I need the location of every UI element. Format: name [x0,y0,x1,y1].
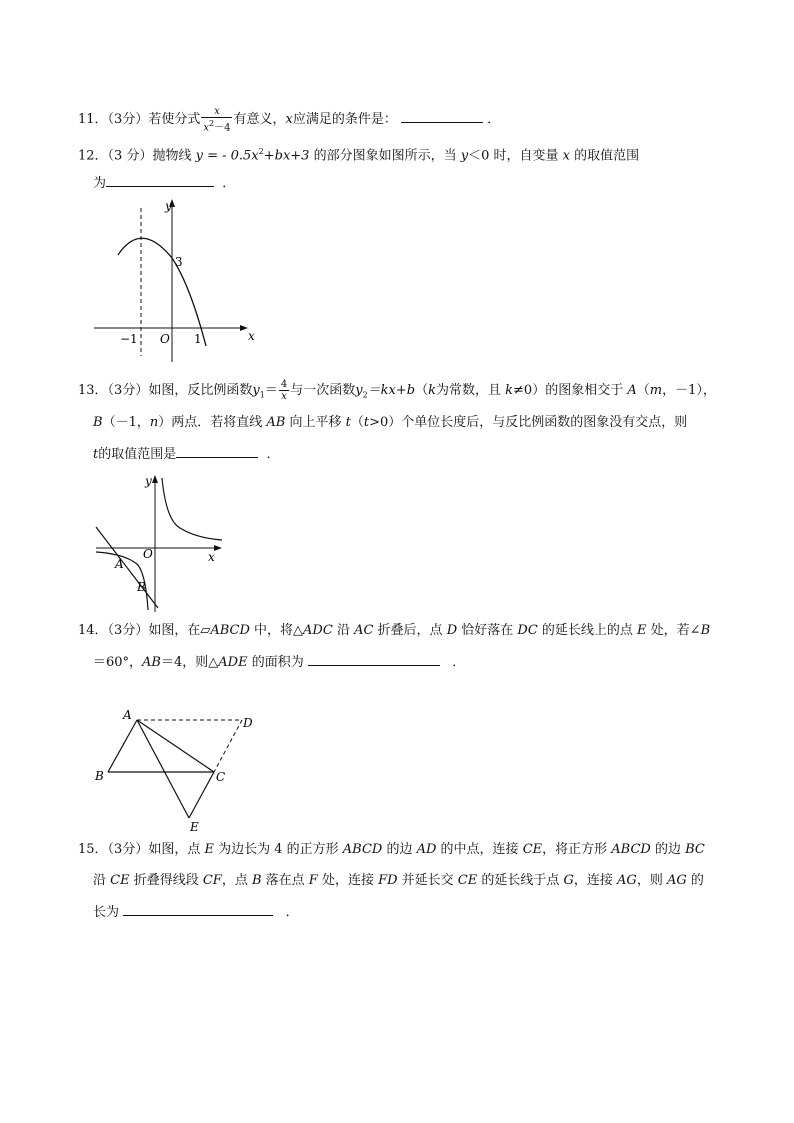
question-score: （3分） [107,112,149,128]
segment-bc: BC [685,842,705,857]
question-15 [78,841,705,859]
question-text: 沿 [93,873,111,888]
var-x: x [285,112,293,128]
segment-dc: DC [517,623,538,638]
q13-y-axis-arrow [152,475,158,483]
var-n: n [149,415,159,430]
question-text: （ [350,415,364,430]
answer-blank[interactable] [123,903,273,916]
question-number: 12． [78,148,108,164]
axis-label-y: y [165,199,172,213]
x-axis-arrow [240,325,248,331]
question-end: ． [487,112,501,128]
parabola-curve [118,238,206,346]
question-13-line3 [93,445,280,464]
question-text: ≠0）的图象相交于 [513,383,628,398]
den-tail: －4 [214,122,231,134]
segment-ce: CE [110,873,130,888]
question-text: ＝4，则△ [161,655,219,670]
point-b: B [93,415,103,430]
question-14 [78,622,710,640]
q14-ac [137,720,214,772]
fraction-numerator: 4 [280,379,288,390]
question-text: 的 [686,873,704,888]
q13-label-x: x [208,550,215,564]
fraction-denominator: x [281,391,287,402]
question-text: 的边 [650,842,686,857]
question-text: 落在点 [261,873,309,888]
question-text: 应满足的条件是： [292,112,397,128]
label-neg-one: −1 [120,332,138,346]
question-text: 向上平移 [285,415,346,430]
question-number: 14． [78,623,108,638]
triangle-adc: ADC [303,623,333,638]
label-three: 3 [175,255,183,269]
axis-label-x: x [248,329,255,343]
question-text: 若使分式 [148,112,201,128]
question-13 [78,379,716,405]
question-text: ，则 [636,873,667,888]
parabola-expression: y = - 0.5x [195,148,259,164]
segment-ag: AG [617,873,637,888]
q14-label-c: C [216,770,226,784]
triangle-ade: ADE [218,655,248,670]
question-text: 的中点，连接 [436,842,523,857]
q14-label-e: E [190,820,199,834]
question-text: 的延长线于点 [477,873,564,888]
q13-label-b: B [137,580,146,594]
segment-cf: CF [202,873,222,888]
q13-hyperbola-upper [162,478,222,540]
subscript: 2 [362,390,368,400]
question-score: （3分） [107,623,149,638]
question-text: >0）个单位长度后，与反比例函数的图象没有交点，则 [369,415,688,430]
equals: ＝ [264,383,278,398]
question-text: 的面积为 [247,655,304,670]
question-text: ，－1）， [662,383,716,398]
question-text: ，连接 [573,873,618,888]
var-t: t [363,415,370,430]
question-text: ＜0 时，自变量 [468,148,563,164]
var-x: x [203,122,209,134]
question-text: ）两点．若将直线 [158,415,267,430]
question-text: 处，若∠ [646,623,701,638]
question-number: 13． [78,383,108,398]
question-text: 折叠得线段 [129,873,203,888]
question-text: 如图，点 [148,842,205,857]
point-b: B [251,873,262,888]
question-text: ，将正方形 [542,842,612,857]
question-text: 有意义， [233,112,286,128]
q13-line-ab [96,527,158,608]
var-t: t [93,447,99,462]
q13-label-y: y [145,474,152,488]
question-text: 的取值范围是 [98,447,177,462]
question-number: 15． [78,842,108,857]
linear-expression: ＝kx+b [367,383,416,398]
question-text: 如图，反比例函数 [148,383,253,398]
question-text: 如图，在 [148,623,201,638]
var-y: y [460,148,469,164]
question-text: 中，将△ [249,623,304,638]
point-g: G [563,873,574,888]
var-k: k [505,383,514,398]
question-text: 抛物线 [152,148,196,164]
question-score: （3 分） [107,148,153,164]
question-text: 的延长线上的点 [537,623,638,638]
var-y1: y [252,383,260,398]
question-text: ＝60°， [93,655,143,670]
label-origin: O [160,332,170,346]
question-15-line2 [93,872,704,890]
q14-ce [189,772,214,818]
q13-x-axis-arrow [214,545,222,551]
fraction-numerator: x [201,106,232,118]
segment-ce: CE [522,842,543,857]
point-e: E [637,623,647,638]
question-text: （ [415,383,429,398]
question-score: （3分） [107,383,149,398]
answer-blank[interactable] [176,445,258,458]
var-x: x [562,148,570,164]
var-y2: y [355,383,363,398]
point-e: E [204,842,214,857]
answer-blank[interactable] [308,653,440,666]
angle-b: B [700,623,711,638]
question-text: 折叠后，点 [373,623,447,638]
question-text: 为 [93,176,107,191]
var-t: t [345,415,351,430]
question-end: ． [452,655,466,670]
line-ab: AB [266,415,286,430]
point-d: D [446,623,458,638]
question-text: 的取值范围 [569,148,640,164]
q13-label-origin: O [143,547,153,561]
shape-abcd: ABCD [210,623,250,638]
segment-ac: AC [354,623,374,638]
segment-ce: CE [457,873,478,888]
question-end: ． [222,176,236,191]
q14-dc-dashed [214,720,242,772]
question-14-line2 [93,653,465,672]
question-text: 沿 [332,623,355,638]
point-f: F [308,873,318,888]
segment-ad: AD [416,842,437,857]
square-abcd: ABCD [342,842,383,857]
question-text: 与一次函数 [290,383,356,398]
question-text: ，点 [221,873,252,888]
square-abcd: ABCD [611,842,651,857]
fraction [279,379,289,402]
question-text: 并延长交 [397,873,458,888]
q14-label-d: D [243,716,253,730]
parallelogram-symbol: ▱ [200,623,211,638]
segment-ag: AG [666,873,687,888]
var-k: k [428,383,436,398]
exponent: 2 [208,119,215,128]
subscript: 1 [259,390,265,400]
question-number: 11． [78,112,108,128]
question-text: 处，连接 [317,873,379,888]
point-a: A [627,383,637,398]
question-text: 为边长为 4 的正方形 [213,842,343,857]
question-score: （3分） [107,842,149,857]
q14-ae [137,720,189,818]
var-m: m [649,383,663,398]
exponent: 2 [258,147,264,156]
q14-ab [108,720,137,772]
question-text: （ [636,383,650,398]
question-text: 的边 [382,842,417,857]
question-text: 恰好落在 [457,623,518,638]
question-text: 的部分图象如图所示，当 [309,148,461,164]
question-text: 为常数，且 [436,383,506,398]
label-one: 1 [194,332,202,346]
question-end: ． [266,447,280,462]
q14-label-a: A [123,708,132,722]
parabola-expression-tail: +bx+3 [263,148,310,164]
question-13-line2 [93,414,687,432]
question-15-line3 [93,903,299,922]
question-text: 长为 [93,905,120,920]
q14-label-b: B [95,769,104,783]
question-end: ． [285,905,299,920]
question-text: （－1， [102,415,150,430]
q13-label-a: A [115,557,124,571]
segment-ab: AB [142,655,161,670]
segment-fd: FD [378,873,398,888]
